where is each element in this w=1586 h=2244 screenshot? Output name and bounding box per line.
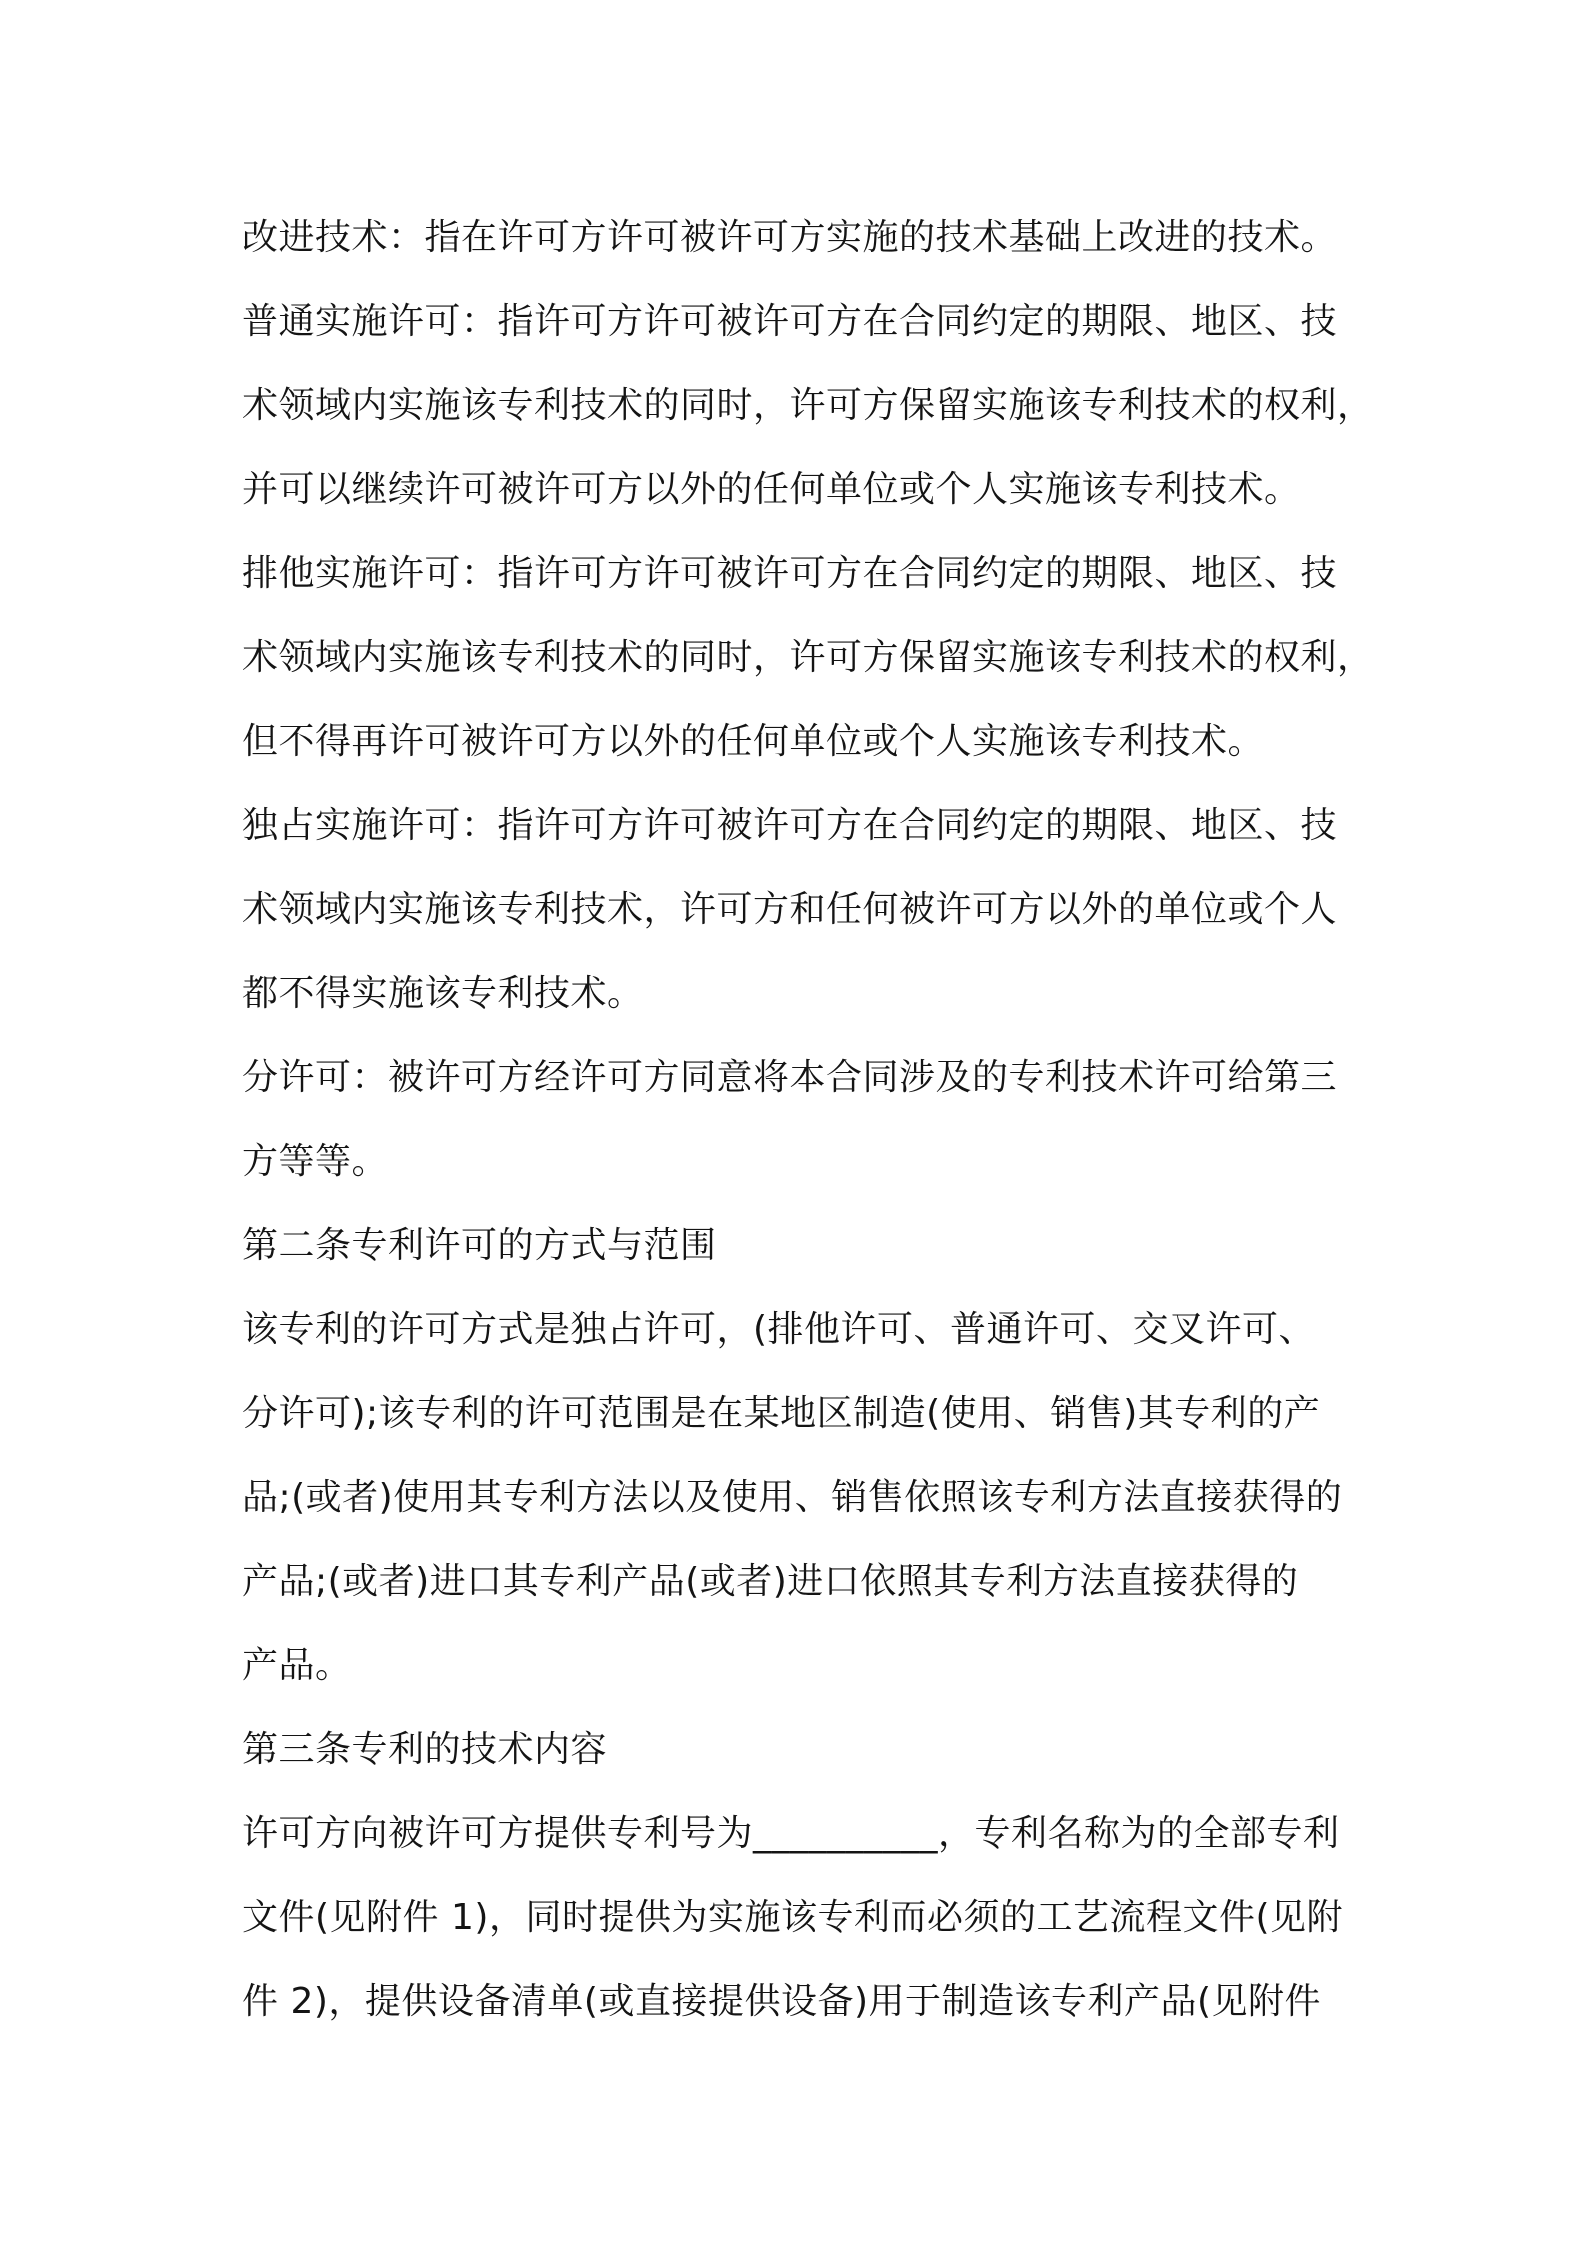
text-line: 普通实施许可：指许可方许可被许可方在合同约定的期限、地区、技 [242,301,1338,342]
text-line: 排他实施许可：指许可方许可被许可方在合同约定的期限、地区、技 [242,553,1338,594]
text-line: 都不得实施该专利技术。 [242,973,644,1014]
text-line: 方等等。 [242,1141,389,1182]
section-heading: 第三条专利的技术内容 [242,1729,608,1770]
text-line: 品;(或者)使用其专利方法以及使用、销售依照该专利方法直接获得的 [242,1477,1343,1518]
text-line: 术领域内实施该专利技术的同时，许可方保留实施该专利技术的权利， [242,385,1374,426]
text-line: 产品;(或者)进口其专利产品(或者)进口依照其专利方法直接获得的 [242,1561,1299,1602]
section-heading: 第二条专利许可的方式与范围 [242,1225,717,1266]
text-line: 独占实施许可：指许可方许可被许可方在合同约定的期限、地区、技 [242,805,1338,846]
text-line: 改进技术：指在许可方许可被许可方实施的技术基础上改进的技术。 [242,217,1338,258]
text-line: 但不得再许可被许可方以外的任何单位或个人实施该专利技术。 [242,721,1265,762]
text-line: 产品。 [242,1645,352,1686]
text-line: 分许可);该专利的许可范围是在某地区制造(使用、销售)其专利的产 [242,1393,1321,1434]
text-line: 文件(见附件 1)，同时提供为实施该专利而必须的工艺流程文件(见附 [242,1897,1343,1938]
text-line: 许可方向被许可方提供专利号为__________，专利名称为的全部专利 [242,1813,1340,1854]
document-body [242,196,1372,2044]
text-line: 术领域内实施该专利技术的同时，许可方保留实施该专利技术的权利， [242,637,1374,678]
text-line: 并可以继续许可被许可方以外的任何单位或个人实施该专利技术。 [242,469,1301,510]
text-line: 件 2)，提供设备清单(或直接提供设备)用于制造该专利产品(见附件 [242,1981,1322,2022]
text-line: 术领域内实施该专利技术，许可方和任何被许可方以外的单位或个人 [242,889,1338,930]
text-line: 该专利的许可方式是独占许可，(排他许可、普通许可、交叉许可、 [242,1309,1316,1350]
text-line: 分许可：被许可方经许可方同意将本合同涉及的专利技术许可给第三 [242,1057,1338,1098]
